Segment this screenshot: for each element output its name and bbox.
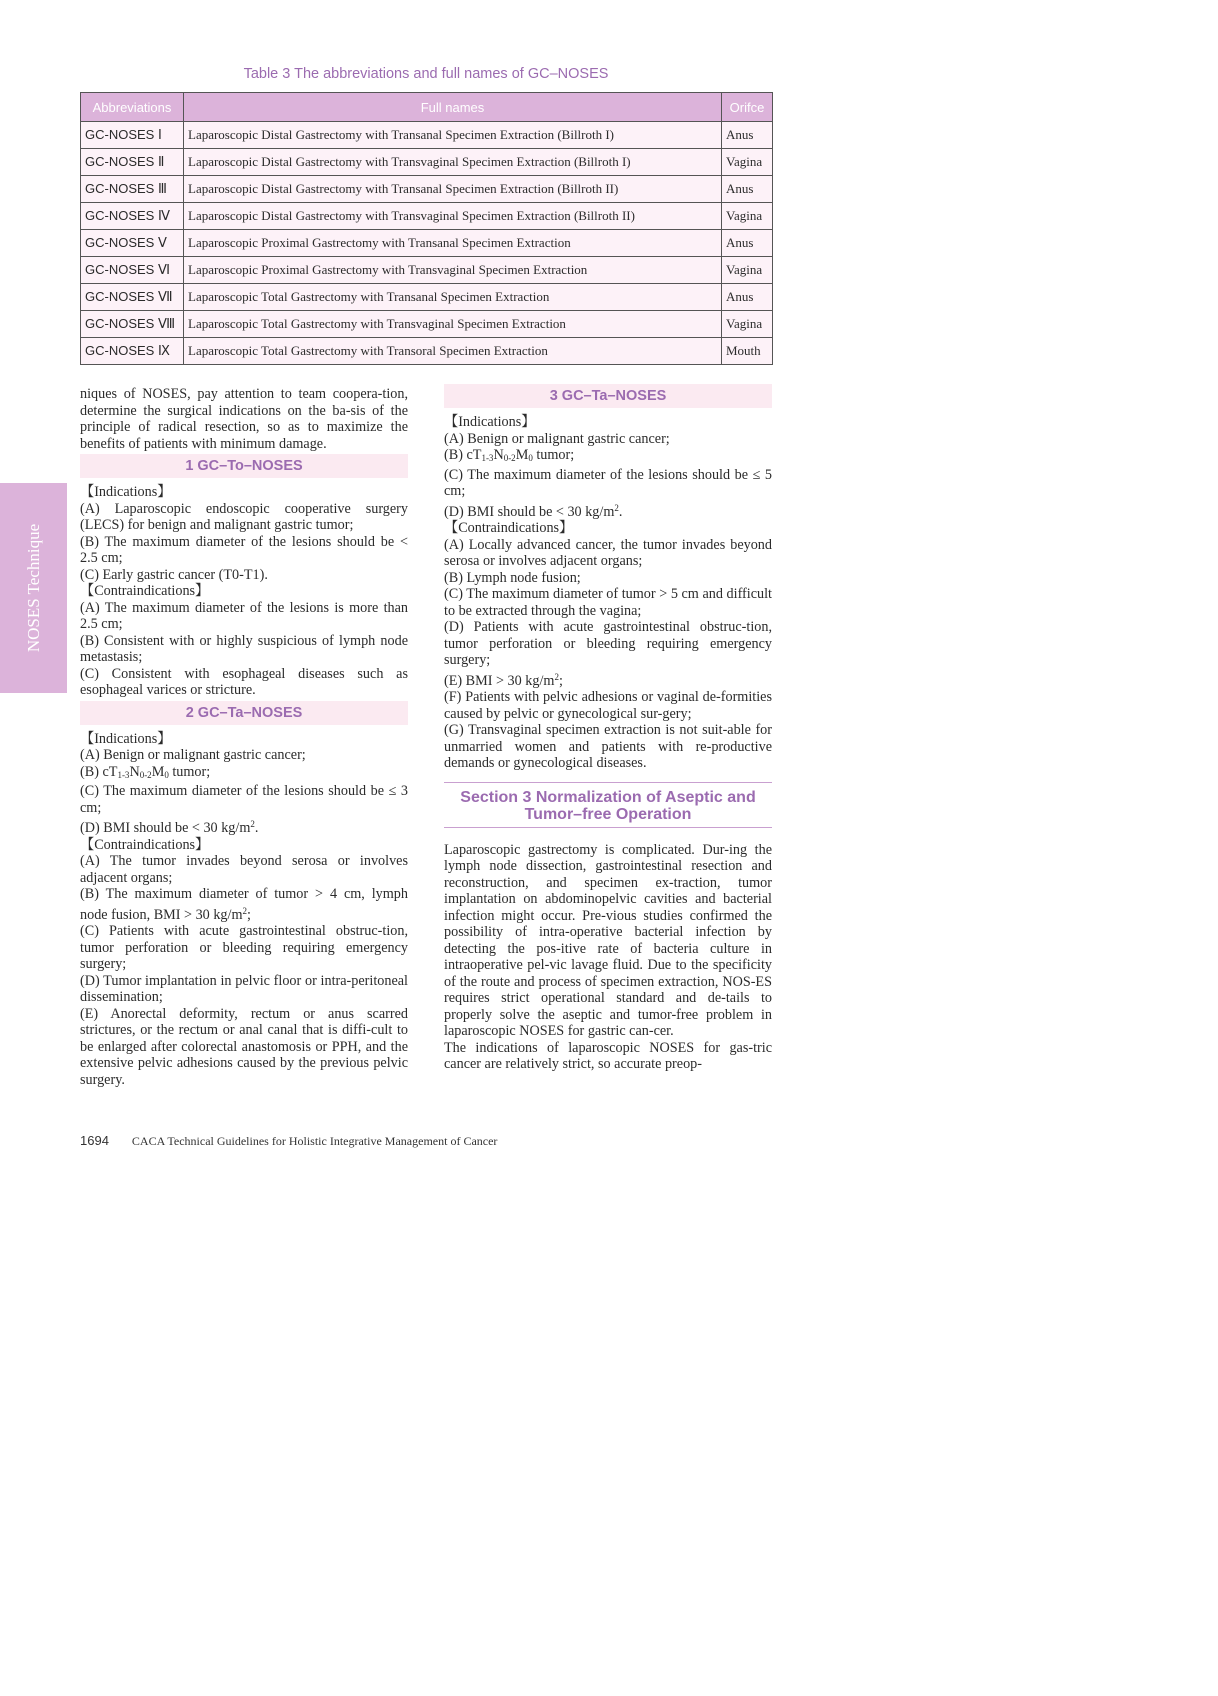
section-heading-gc-to-noses: 1 GC–To–NOSES <box>80 454 408 478</box>
contraindication-item: (C) Patients with acute gastrointestinal obstruc-tion, tumor perforation or bleeding requiring emergency surgery; <box>80 923 408 972</box>
contraindication-item: (G) Transvaginal specimen extraction is not suit-able for unmarried women and patients with re-productive demands or gynecological diseases. <box>444 722 772 771</box>
contraindication-item: (D) Patients with acute gastrointestinal obstruc-tion, tumor perforation or bleeding requiring emergency surgery; <box>444 619 772 668</box>
contraindication-item: (A) Locally advanced cancer, the tumor invades beyond serosa or involves adjacent organs; <box>444 536 772 569</box>
full-name-cell: Laparoscopic Proximal Gastrectomy with Transanal Specimen Extraction <box>184 230 722 257</box>
contraindication-item: (E) BMI > 30 $kg/m^2$; <box>444 671 563 689</box>
orifice-cell: Vagina <box>722 203 773 230</box>
abbreviation-cell: GC-NOSES Ⅶ <box>81 284 184 311</box>
page-number: 1694 <box>80 1133 109 1148</box>
indication-item: (C) Early gastric cancer (T0-T1). <box>80 566 268 583</box>
abbreviations-table <box>80 92 773 365</box>
section-heading-gc-ta-noses-3: 3 GC–Ta–NOSES <box>444 384 772 408</box>
contraindication-item: (E) Anorectal deformity, rectum or anus scarred strictures, or the rectum or anal canal that is diffi-cult to be enlarged after colorectal anastomosis or PPH, and the extensive pelvic adhesions caused by the previous pelvic surgery. <box>80 1005 408 1088</box>
table-row <box>81 257 773 284</box>
body-paragraph: Laparoscopic gastrectomy is complicated. Dur-ing the lymph node dissection, gastrointestinal resection and reconstruction, and specimen ex-traction, tumor implantation on abdominopelvic cavities and bacterial infection might occur. Pre-vious studies confirmed the possibility of intra-operative bacterial infection by detecting the pos-itive rate of bacteria culture in intraoperative pel-vic lavage fluid. Due to the specificity of the route and process of specimen extraction, NOS-ES requires strict operational standard and de-tails to properly solve the aseptic and tumor-free problem in laparoscopic NOSES for gastric can-cer. <box>444 841 772 1039</box>
table-row <box>81 122 773 149</box>
full-name-cell: Laparoscopic Distal Gastrectomy with Transanal Specimen Extraction (Billroth I) <box>184 122 722 149</box>
indication-item: (A) Benign or malignant gastric cancer; <box>444 430 670 447</box>
header-full-names: Full names <box>184 93 722 122</box>
indication-item: (D) BMI should be < 30 $kg/m^2$. <box>80 819 259 836</box>
table-row <box>81 311 773 338</box>
left-column <box>80 386 408 1088</box>
header-abbreviations: Abbreviations <box>81 93 184 122</box>
header-orifice: Orifce <box>722 93 773 122</box>
indication-item: (B) $cT_{1-3}N_{0-2}M_0$ tumor; <box>444 447 575 463</box>
full-name-cell: Laparoscopic Total Gastrectomy with Transanal Specimen Extraction <box>184 284 722 311</box>
intro-paragraph: niques of NOSES, pay attention to team coopera-tion, determine the surgical indications on the ba-sis of the principle of radical resection, so as to maximize the benefits of patients with minimum damage. <box>80 386 408 452</box>
table-row <box>81 338 773 365</box>
contraindication-item: (C) Consistent with esophageal diseases such as esophageal varices or stricture. <box>80 665 408 698</box>
indication-item: (C) The maximum diameter of the lesions should be ≤ 5 cm; <box>444 466 772 499</box>
side-tab <box>0 483 67 693</box>
full-name-cell: Laparoscopic Total Gastrectomy with Transoral Specimen Extraction <box>184 338 722 365</box>
abbreviation-cell: GC-NOSES Ⅵ <box>81 257 184 284</box>
full-name-cell: Laparoscopic Distal Gastrectomy with Transvaginal Specimen Extraction (Billroth II) <box>184 203 722 230</box>
section-title-line: Tumor–free Operation <box>524 805 692 823</box>
right-column <box>444 382 772 1073</box>
abbreviation-cell: GC-NOSES Ⅳ <box>81 203 184 230</box>
indication-item: (A) Benign or malignant gastric cancer; <box>80 747 306 763</box>
table-row <box>81 149 773 176</box>
contraindication-item: (B) Consistent with or highly suspicious of lymph node metastasis; <box>80 632 408 665</box>
indication-item: (A) Laparoscopic endoscopic cooperative surgery (LECS) for benign and malignant gastric tumor; <box>80 500 408 533</box>
contraindications-label: 【Contraindications】 <box>444 520 574 536</box>
full-name-cell: Laparoscopic Proximal Gastrectomy with Transvaginal Specimen Extraction <box>184 257 722 284</box>
full-name-cell: Laparoscopic Total Gastrectomy with Transvaginal Specimen Extraction <box>184 311 722 338</box>
contraindication-item: (D) Tumor implantation in pelvic floor or intra-peritoneal dissemination; <box>80 972 408 1005</box>
indication-item: (B) The maximum diameter of the lesions should be < 2.5 cm; <box>80 533 408 566</box>
indication-item: (D) BMI should be < 30 $kg/m^2$. <box>444 502 623 520</box>
contraindication-item: (F) Patients with pelvic adhesions or vaginal de-formities caused by pelvic or gynecological sur-gery; <box>444 689 772 722</box>
abbreviation-cell: GC-NOSES Ⅸ <box>81 338 184 365</box>
orifice-cell: Anus <box>722 122 773 149</box>
full-name-cell: Laparoscopic Distal Gastrectomy with Transanal Specimen Extraction (Billroth II) <box>184 176 722 203</box>
indications-label: 【Indications】 <box>80 730 172 747</box>
indications-label: 【Indications】 <box>80 484 172 500</box>
section-3-title <box>444 782 772 828</box>
full-name-cell: Laparoscopic Distal Gastrectomy with Transvaginal Specimen Extraction (Billroth I) <box>184 149 722 176</box>
abbreviation-cell: GC-NOSES Ⅴ <box>81 230 184 257</box>
contraindication-item: (B) The maximum diameter of tumor > 4 cm, lymph node fusion, BMI > 30 $kg/m^2$; <box>80 886 408 923</box>
contraindication-item: (C) The maximum diameter of tumor > 5 cm and difficult to be extracted through the vagina; <box>444 586 772 619</box>
table-row <box>81 230 773 257</box>
abbreviation-cell: GC-NOSES Ⅷ <box>81 311 184 338</box>
abbreviation-cell: GC-NOSES Ⅱ <box>81 149 184 176</box>
contraindications-label: 【Contraindications】 <box>80 583 210 599</box>
table-row <box>81 284 773 311</box>
side-tab-label: NOSES Technique <box>23 523 43 653</box>
orifice-cell: Vagina <box>722 311 773 338</box>
orifice-cell: Anus <box>722 230 773 257</box>
orifice-cell: Vagina <box>722 257 773 284</box>
section-heading-gc-ta-noses: 2 GC–Ta–NOSES <box>80 701 408 725</box>
abbreviation-cell: GC-NOSES Ⅲ <box>81 176 184 203</box>
contraindications-label: 【Contraindications】 <box>80 836 210 853</box>
indications-label: 【Indications】 <box>444 414 536 430</box>
indication-item: (C) The maximum diameter of the lesions should be ≤ 3 cm; <box>80 783 408 816</box>
body-paragraph: The indications of laparoscopic NOSES for gas-tric cancer are relatively strict, so accurate preop- <box>444 1039 772 1072</box>
contraindication-item: (B) Lymph node fusion; <box>444 569 581 586</box>
contraindication-item: (A) The maximum diameter of the lesions is more than 2.5 cm; <box>80 599 408 632</box>
table-header-row <box>81 93 773 122</box>
section-title-line: Section 3 Normalization of Aseptic and <box>460 788 756 806</box>
contraindication-item: (A) The tumor invades beyond serosa or involves adjacent organs; <box>80 853 408 886</box>
table-row <box>81 203 773 230</box>
abbreviation-cell: GC-NOSES Ⅰ <box>81 122 184 149</box>
page-footer <box>80 1133 497 1149</box>
orifice-cell: Mouth <box>722 338 773 365</box>
orifice-cell: Anus <box>722 176 773 203</box>
orifice-cell: Anus <box>722 284 773 311</box>
table-caption: Table 3 The abbreviations and full names of GC–NOSES <box>243 66 609 82</box>
table-row <box>81 176 773 203</box>
running-title: CACA Technical Guidelines for Holistic Integrative Management of Cancer <box>131 1134 498 1148</box>
orifice-cell: Vagina <box>722 149 773 176</box>
indication-item: (B) $cT_{1-3}N_{0-2}M_0$ tumor; <box>80 763 211 780</box>
